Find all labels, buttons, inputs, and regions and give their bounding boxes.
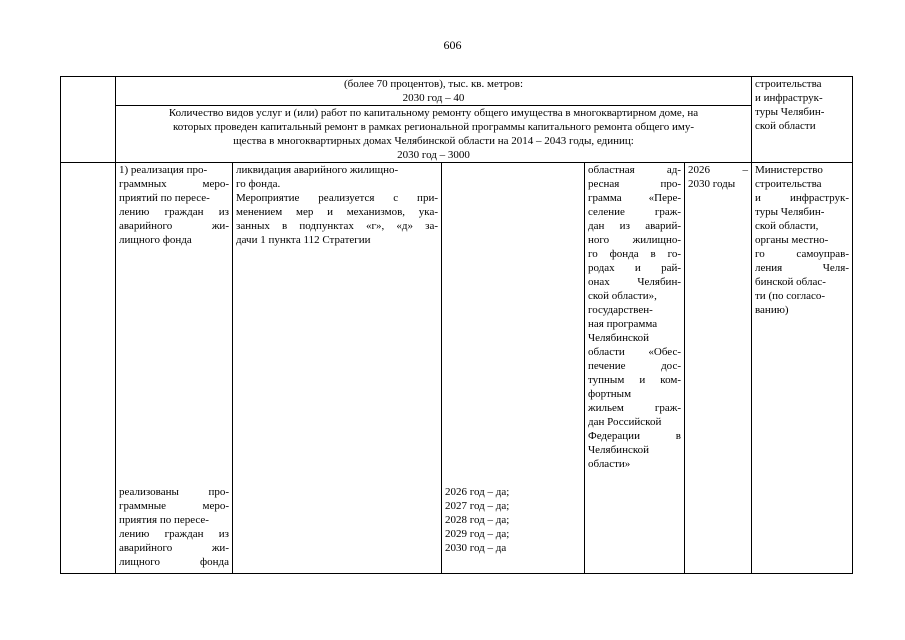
measure-line: занных в подпунктах «г», «д» за- [236, 220, 438, 232]
program-line: онах Челябин- [588, 276, 681, 288]
program-line: Челябинской [588, 332, 650, 344]
program-line: го фонда в го- [588, 248, 681, 260]
responsible-line: ти (по согласо- [755, 290, 825, 302]
year-value: 2028 год – да; [445, 514, 510, 526]
responsible-line: ской области [755, 120, 816, 132]
task-line: лищного фонда [119, 234, 192, 246]
program-line: ного жилищно- [588, 234, 681, 246]
program-cell [585, 163, 685, 574]
program-line: тупным и ком- [588, 374, 681, 386]
responsible-line: ванию) [755, 304, 789, 316]
result-line: аварийного жи- [119, 542, 229, 554]
area-indicator-cell [116, 77, 752, 106]
responsible-line: го самоуправ- [755, 248, 849, 260]
period-cell [685, 163, 752, 574]
program-line: фортным [588, 388, 632, 400]
year-value: 2029 год – да; [445, 528, 510, 540]
year-value: 2027 год – да; [445, 500, 510, 512]
result-line: граммные меро- [119, 500, 229, 512]
header-row [61, 77, 853, 106]
program-line: дан из аварий- [588, 220, 681, 232]
services-indicator-line: щества в многоквартирных домах Челябинской области на 2014 – 2043 годы, единиц: [233, 135, 634, 147]
services-indicator-target: 2030 год – 3000 [397, 149, 470, 161]
result-line: лению граждан из [119, 528, 229, 540]
number-cell-top [61, 77, 116, 163]
responsible-line: органы местно- [755, 234, 829, 246]
program-line: области» [588, 458, 631, 470]
responsible-line: ской области, [755, 220, 819, 232]
result-line: приятия по пересе- [119, 514, 209, 526]
number-cell [61, 163, 116, 574]
task-line: приятий по пересе- [119, 192, 210, 204]
program-line: селение граж- [588, 206, 681, 218]
result-line: реализованы про- [119, 486, 229, 498]
measure-cell [233, 163, 442, 574]
program-line: ная программа [588, 318, 658, 330]
program-line: областная ад- [588, 164, 681, 176]
program-line: Челябинской [588, 444, 650, 456]
program-line: жильем граж- [588, 402, 681, 414]
page-number: 606 [443, 38, 462, 52]
program-line: дан Российской [588, 416, 662, 428]
responsible-line: строительства [755, 178, 822, 190]
activity-row [61, 163, 853, 574]
services-indicator-line: Количество видов услуг и (или) работ по капитальному ремонту общего имущества в многоквартирном доме, на [168, 107, 699, 119]
program-line: грамма «Пере- [588, 192, 681, 204]
responsible-line: туры Челябин- [755, 106, 825, 118]
result-line: лищного фонда [119, 556, 229, 568]
responsible-cell [752, 163, 853, 574]
responsible-line: ления Челя- [755, 262, 849, 274]
program-line: ской области», [588, 290, 657, 302]
services-indicator-cell [116, 106, 752, 163]
measure-line: дачи 1 пункта 112 Стратегии [236, 234, 371, 246]
responsible-line: туры Челябин- [755, 206, 825, 218]
responsible-cell-top [752, 77, 853, 163]
responsible-line: бинской облас- [755, 276, 826, 288]
task-line: 1) реализация про- [119, 164, 208, 176]
responsible-line: Министерство [755, 164, 823, 176]
measure-line: Мероприятие реализуется с при- [236, 192, 438, 204]
program-table [60, 76, 853, 574]
program-line: области «Обес- [588, 346, 681, 358]
services-indicator-line: которых проведен капитальный ремонт в рамках региональной программы капитального ремонта общего иму- [173, 121, 694, 133]
program-line: печение дос- [588, 360, 681, 372]
task-cell [116, 163, 233, 574]
period-line: 2030 годы [688, 178, 736, 190]
measure-line: ликвидация аварийного жилищно- [236, 164, 399, 176]
program-line: родах и рай- [588, 262, 681, 274]
services-row [61, 106, 853, 163]
program-line: Федерации в [588, 430, 681, 442]
year-value: 2026 год – да; [445, 486, 510, 498]
area-indicator-line: (более 70 процентов), тыс. кв. метров: [343, 78, 524, 90]
program-line: государствен- [588, 304, 653, 316]
years-cell [442, 163, 585, 574]
area-indicator-target: 2030 год – 40 [402, 92, 465, 104]
task-line: лению граждан из [119, 206, 229, 218]
measure-line: менением мер и механизмов, ука- [236, 206, 438, 218]
responsible-line: строительства [755, 78, 822, 90]
responsible-line: и инфраструк- [755, 192, 849, 204]
program-line: ресная про- [588, 178, 681, 190]
task-line: граммных меро- [119, 178, 229, 190]
responsible-line: и инфраструк- [755, 92, 823, 104]
task-line: аварийного жи- [119, 220, 229, 232]
measure-line: го фонда. [236, 178, 281, 190]
year-value: 2030 год – да [445, 542, 507, 554]
period-line: 2026 – [688, 164, 748, 176]
